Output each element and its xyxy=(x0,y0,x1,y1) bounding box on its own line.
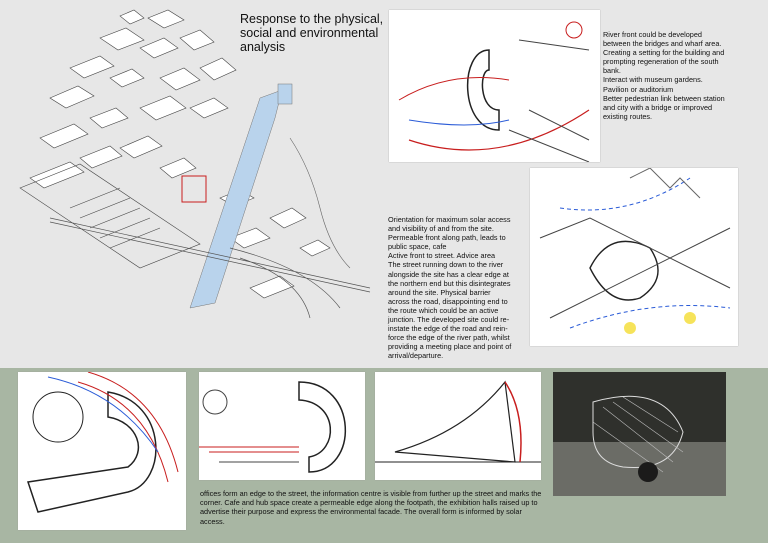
site-axonometric-drawing xyxy=(10,8,380,328)
sketch-section xyxy=(375,372,541,480)
note-river-front: River front could be developed between the bridges and wharf area. Creating a setting for the building and prompting regeneration of the south bank. Interact with museum gardens. Pavilion or auditorium Better pedestrian link between station and city with a bridge or improved existing routes. xyxy=(603,30,725,121)
wireframe-model-photo xyxy=(553,372,726,496)
note-bottom: offices form an edge to the street, the information centre is visible from further up the street and marks the corner. Cafe and hub space create a permeable edge along the footpath, the exhibition halls raised up to advertise their purpose and express the environmental facade. The overall form is informed by solar access. xyxy=(200,489,542,526)
sketch-elevation-curve xyxy=(199,372,365,480)
sketch-river-front xyxy=(389,10,600,162)
note-orientation: Orientation for maximum solar access and visibility of and from the site. Permeable front along path, leads to public space, cafe Active front to street. Advice area The street running down to the river alongside the site has a clear edge at the northern end but this disintegrates around the site. Physical barrier across the road, disappointing end to the route which could be an active junction. The developed site could re- instate the edge of the road and rein- force the edge of the river path, whilst providing a meeting place and point of arrival/departure. xyxy=(388,215,512,361)
sketch-aerial-perspective xyxy=(530,168,738,346)
sketch-plan-curve xyxy=(18,372,186,530)
page-title: Response to the physical, social and environmental analysis xyxy=(240,12,384,54)
